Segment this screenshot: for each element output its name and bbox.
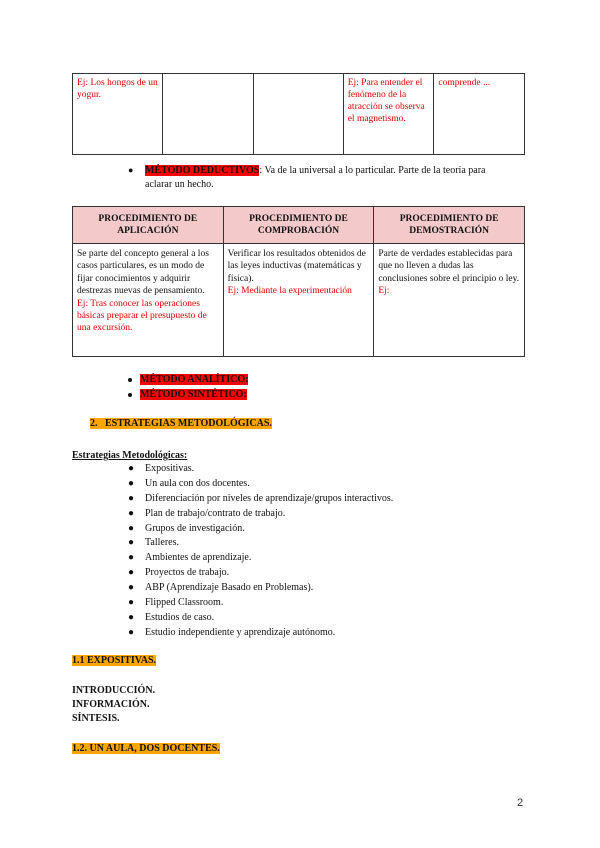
header-aplicacion: PROCEDIMIENTO DE APLICACIÓN: [73, 207, 224, 244]
procedure-table: [72, 206, 525, 357]
table-cell: [163, 74, 253, 155]
comprobacion-text: Verificar los resultados obtenidos de las leyes inductivas (matemáticas y física).: [227, 249, 366, 284]
list-item: ● Proyectos de trabajo.: [128, 567, 230, 579]
list-item: ● Estudios de caso.: [128, 611, 215, 623]
aplicacion-example: Ej: Tras conocer las operaciones básicas preparar el presupuesto de una excursión.: [77, 298, 207, 334]
cell-demostracion: [374, 244, 525, 357]
phase-sintesis: SÍNTESIS.: [72, 713, 120, 724]
page-number: 2: [517, 797, 524, 809]
demostracion-example: Ej:: [378, 286, 390, 297]
bullet-icon: [128, 393, 132, 397]
list-item: ● ABP (Aprendizaje Basado en Problemas).: [128, 582, 314, 594]
list-item: ● Plan de trabajo/contrato de trabajo.: [128, 507, 286, 519]
table-cell: Ej: Para entender el fenómeno de la atracción se observa el magnetismo.: [343, 74, 434, 155]
phase-introduccion: INTRODUCCIÓN.: [72, 685, 156, 696]
cell-aplicacion: [73, 244, 224, 357]
list-item: ● Talleres.: [128, 537, 180, 549]
strategies-list: [128, 462, 393, 641]
list-item: ● Estudio independiente y aprendizaje autónomo.: [128, 626, 336, 638]
comprobacion-example: Ej: Mediante la experimentación: [227, 286, 352, 297]
header-comprobacion: PROCEDIMIENTO DE COMPROBACIÓN: [223, 207, 374, 244]
list-item: ● Grupos de investigación.: [128, 522, 245, 534]
list-item: ● Ambientes de aprendizaje.: [128, 552, 252, 564]
table-row: [73, 244, 525, 357]
bullet-icon: ●: [128, 165, 134, 175]
method-analitico: MÉTODO ANALÍTICO:: [128, 373, 248, 386]
header-demostracion: PROCEDIMIENTO DE DEMOSTRACIÓN: [374, 207, 525, 244]
subheading-un-aula: 1.2. UN AULA, DOS DOCENTES.: [72, 743, 220, 754]
deductive-label: MÉTODO DEDUCTIVOS: [145, 165, 260, 176]
top-table: [72, 73, 525, 155]
strategies-title: Estrategias Metodológicas:: [72, 450, 188, 461]
table-row: [73, 74, 525, 155]
phase-informacion: INFORMACIÓN.: [72, 699, 150, 710]
list-item: ● Diferenciación por niveles de aprendizaje/grupos interactivos.: [128, 492, 394, 504]
cell-comprobacion: [223, 244, 374, 357]
deductive-paragraph: [145, 164, 535, 177]
method-sintetico: MÉTODO SINTÉTICO:: [128, 388, 247, 401]
list-item: ● Flipped Classroom.: [128, 597, 224, 609]
bullet-icon: [128, 378, 132, 382]
deductive-text-2: aclarar un hecho.: [145, 179, 214, 190]
table-cell: [253, 74, 343, 155]
deductive-text: : Va de la universal a lo particular. Parte de la teoría para: [259, 165, 486, 176]
section-heading: 2. ESTRATEGIAS METODOLÓGICAS.: [90, 418, 272, 429]
demostracion-text: Parte de verdades establecidas para que no lleven a dudas las conclusiones sobre el principio o ley.: [378, 249, 520, 284]
subheading-expositivas: 1.1 EXPOSITIVAS.: [72, 655, 157, 666]
table-header-row: [73, 207, 525, 244]
list-item: ● Un aula con dos docentes.: [128, 477, 250, 489]
table-cell: Ej: Los hongos de un yogur.: [73, 74, 163, 155]
list-item: ● Expositivas.: [128, 463, 195, 474]
aplicacion-text: Se parte del concepto general a los casos particulares, es un modo de fijar conocimientos y adquirir destrezas nuevas de pensamiento.: [77, 249, 209, 297]
table-cell: comprende ...: [434, 74, 525, 155]
